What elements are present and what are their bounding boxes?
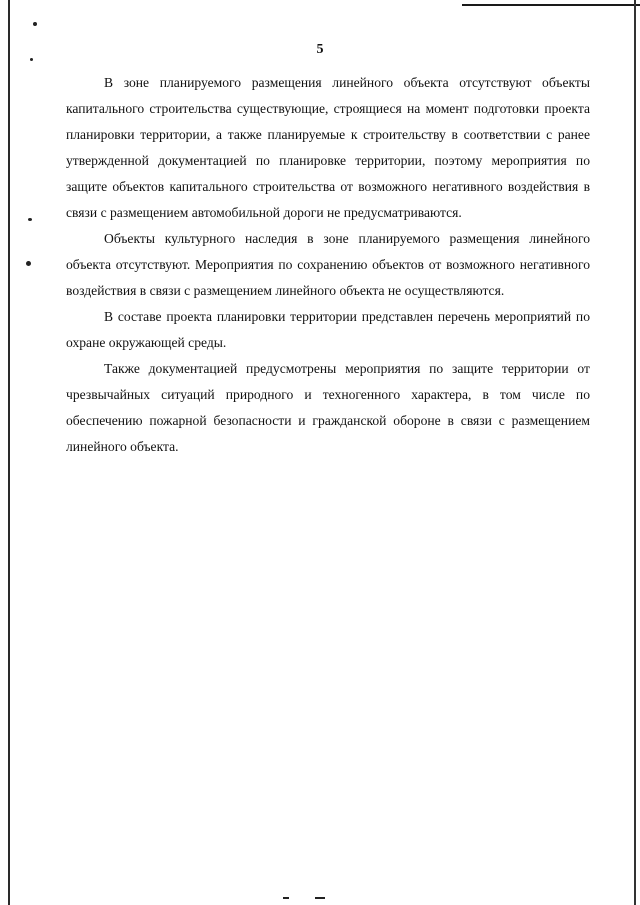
scan-border-right — [634, 0, 636, 905]
scan-speck — [315, 897, 325, 899]
scan-speck — [30, 58, 33, 61]
paragraph: Также документацией предусмотрены мероприятия по защите территории от чрезвычайных ситуаций природного и техногенного характера, в том числе по обеспечению пожарной безопасности и гражданской обороне в связи с размещением линейного объекта. — [66, 361, 590, 454]
paragraph: В зоне планируемого размещения линейного объекта отсутствуют объекты капитального строительства существующие, строящиеся на момент подготовки проекта планировки территории, а также планируемые к строительству в соответствии с ранее утвержденной документацией по планировке территории, поэтому мероприятия по защите объектов капитального строительства от возможного негативного воздействия в связи с размещением автомобильной дороги не предусматриваются. — [66, 75, 590, 220]
scan-speck — [33, 22, 37, 26]
scan-border-left — [8, 0, 10, 905]
document-body — [66, 70, 590, 460]
scan-border-top — [462, 4, 640, 6]
scan-speck — [28, 218, 32, 221]
scan-speck — [26, 261, 31, 266]
paragraph: В составе проекта планировки территории представлен перечень мероприятий по охране окружающей среды. — [66, 309, 590, 350]
page-number: 5 — [316, 42, 324, 57]
paragraph: Объекты культурного наследия в зоне планируемого размещения линейного объекта отсутствуют. Мероприятия по сохранению объектов от возможного негативного воздействия в связи с размещением линейного объекта не осуществляются. — [66, 231, 590, 298]
scan-speck — [283, 897, 289, 899]
